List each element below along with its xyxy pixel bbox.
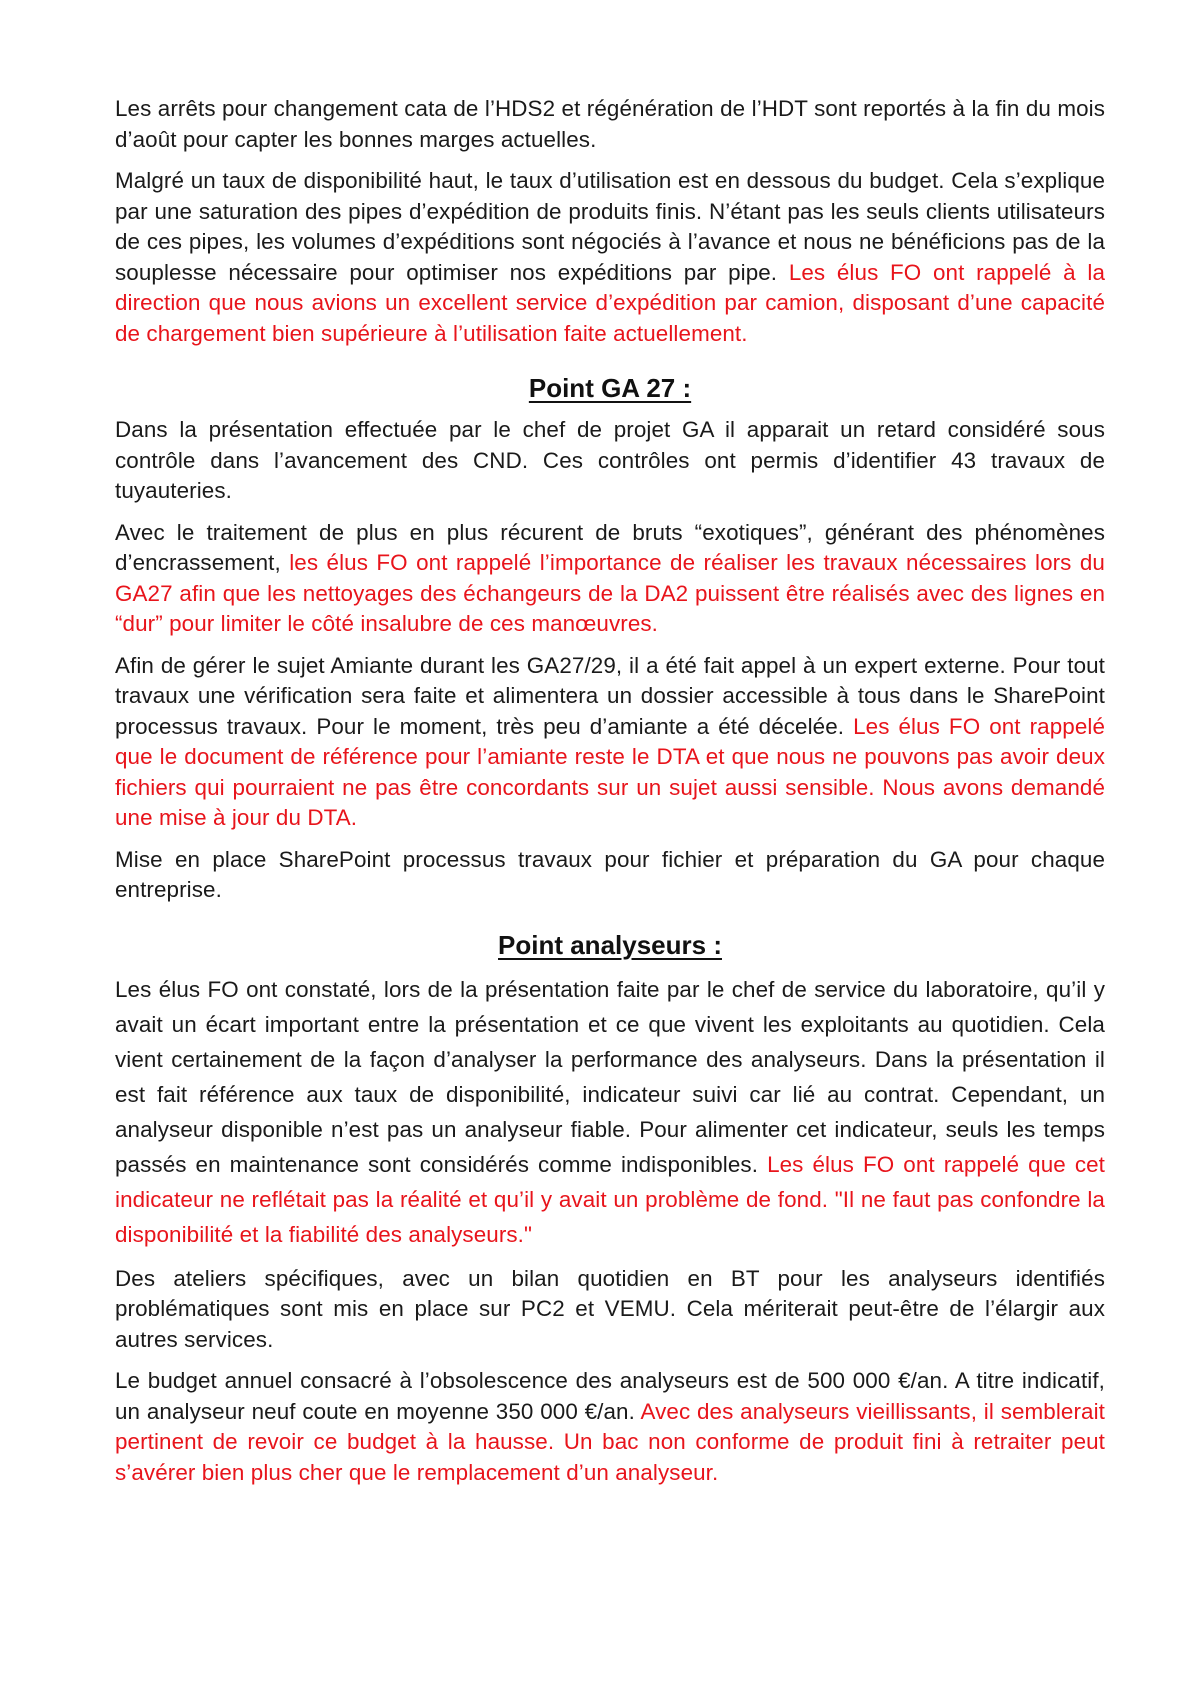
paragraph-budget	[115, 1366, 1105, 1488]
paragraph-text: Les arrêts pour changement cata de l’HDS2 et régénération de l’HDT sont reportés à la fin du mois d’août pour capter les bonnes marges actuelles.	[115, 96, 1105, 152]
paragraph-text: Le budget annuel consacré à l’obsolescence des analyseurs est de 500 000 €/an. A titre indicatif, un analyseur neuf coute en moyenne 350 000 €/an.	[115, 1368, 1105, 1424]
paragraph-highlight: Les élus FO ont rappelé que le document de référence pour l’amiante reste le DTA et que nous ne pouvons pas avoir deux fichiers qui pourraient ne pas être concordants sur un sujet aussi sensible. Nous avons demandé une mise à jour du DTA.	[115, 713, 1105, 830]
paragraph-highlight: Les élus FO ont rappelé à la direction que nous avions un excellent service d’expédition par camion, disposant d’une capacité de chargement bien supérieure à l’utilisation faite actuellement.	[115, 259, 1106, 346]
paragraph-text: Dans la présentation effectuée par le chef de projet GA il apparait un retard considéré sous contrôle dans l’avancement des CND. Ces contrôles ont permis d’identifier 43 travaux de tuyauteries.	[115, 417, 1105, 503]
paragraph-text: Des ateliers spécifiques, avec un bilan quotidien en BT pour les analyseurs identifiés problématiques sont mis en place sur PC2 et VEMU. Cela mériterait peut-être de l’élargir aux autres services.	[115, 1265, 1105, 1352]
paragraph-highlight: les élus FO ont rappelé l’importance de réaliser les travaux nécessaires lors du GA27 afin que les nettoyages des échangeurs de la DA2 puissent être réalisés avec des lignes en “dur” pour limiter le côté insalubre de ces manœuvres.	[115, 550, 1105, 636]
paragraph-highlight: Avec des analyseurs vieillissants, il semblerait pertinent de revoir ce budget à la hausse. Un bac non conforme de produit fini à retraiter peut s’avérer bien plus cher que le remplacement d’un analyseur.	[115, 1398, 1105, 1485]
paragraph-arrets	[115, 94, 1105, 155]
paragraph-sharepoint	[115, 845, 1105, 906]
paragraph-disponibilite	[115, 166, 1105, 349]
paragraph-amiante	[115, 651, 1105, 834]
paragraph-text: Afin de gérer le sujet Amiante durant les GA27/29, il a été fait appel à un expert externe. Pour tout travaux une vérification sera faite et alimentera un dossier accessible à tous dans le SharePoint processus travaux. Pour le moment, très peu d’amiante a été décelée.	[115, 652, 1105, 739]
paragraph-text: Mise en place SharePoint processus travaux pour fichier et préparation du GA pour chaque entreprise.	[115, 846, 1105, 902]
paragraph-ateliers	[115, 1264, 1105, 1356]
paragraph-constat	[115, 972, 1105, 1252]
paragraph-highlight: Les élus FO ont rappelé que cet indicateur ne reflétait pas la réalité et qu’il y avait un problème de fond. "Il ne faut pas confondre la disponibilité et la fiabilité des analyseurs."	[115, 1151, 1105, 1247]
paragraph-bruts-exotiques	[115, 518, 1105, 640]
paragraph-text: Les élus FO ont constaté, lors de la présentation faite par le chef de service du laboratoire, qu’il y avait un écart important entre la présentation et ce que vivent les exploitants au quotidien. Cela vient certainement de la façon d’analyser la performance des analyseurs. Dans la présentation il est fait référence aux taux de disponibilité, indicateur suivi car lié au contrat. Cependant, un analyseur disponible n’est pas un analyseur fiable. Pour alimenter cet indicateur, seuls les temps passés en maintenance sont considérés comme indisponibles.	[115, 976, 1105, 1177]
paragraph-text: Avec le traitement de plus en plus récurent de bruts “exotiques”, générant des phénomènes d’encrassement,	[115, 519, 1105, 575]
section-title-ga27: Point GA 27 :	[528, 373, 692, 403]
paragraph-cnd	[115, 415, 1105, 507]
section-title-analyseurs: Point analyseurs :	[498, 929, 722, 960]
paragraph-text: Malgré un taux de disponibilité haut, le taux d’utilisation est en dessous du budget. Cela s’explique par une saturation des pipes d’expédition de produits finis. N’étant pas les seuls clients utilisateurs de ces pipes, les volumes d’expéditions sont négociés à l’avance et nous ne bénéficions pas de la souplesse nécessaire pour optimiser nos expéditions par pipe.	[115, 168, 1105, 285]
